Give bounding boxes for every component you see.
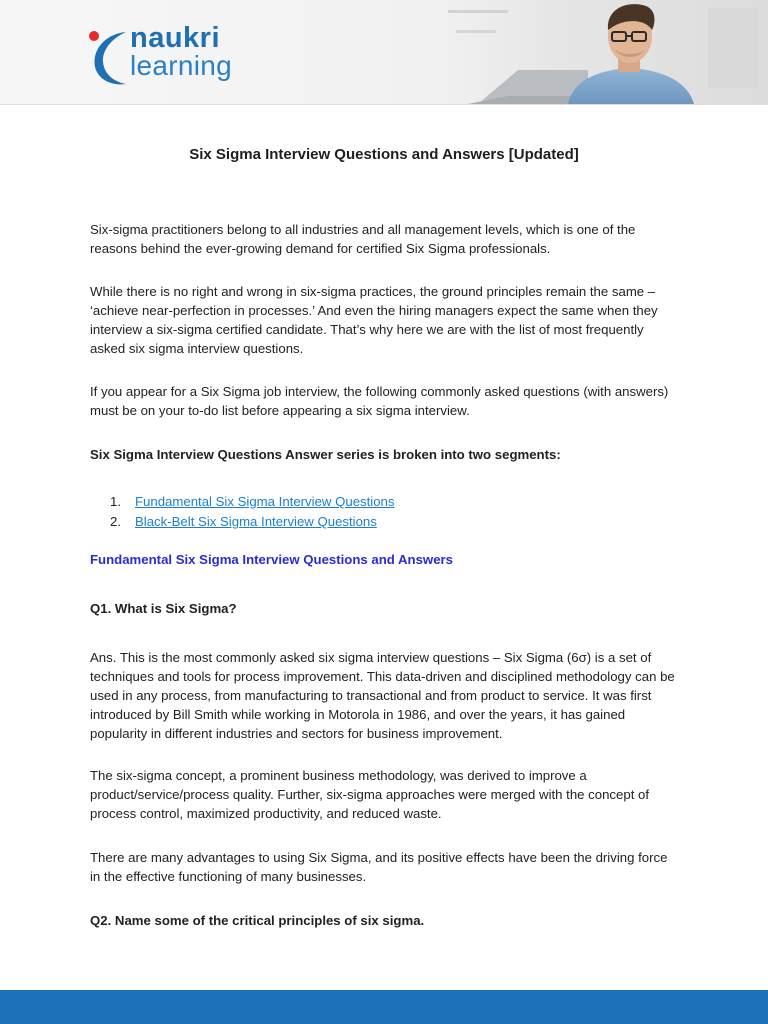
- link-fundamental-questions[interactable]: Fundamental Six Sigma Interview Questions: [135, 494, 395, 509]
- logo-text-naukri: naukri: [130, 22, 221, 54]
- list-item: [110, 492, 394, 512]
- answer-paragraph-2: The six-sigma concept, a prominent business methodology, was derived to improve a product/service/process quality. Further, six-sigma approaches were merged with the concept of process control, maximized productivity, and reduced waste.: [90, 768, 650, 821]
- question-1: Q1. What is Six Sigma?: [90, 601, 237, 616]
- document-title: Six Sigma Interview Questions and Answers [Updated]: [189, 146, 579, 163]
- question-2: Q2. Name some of the critical principles of six sigma.: [90, 913, 425, 928]
- link-black-belt-questions[interactable]: Black-Belt Six Sigma Interview Questions: [135, 514, 377, 529]
- intro-paragraph-1: Six-sigma practitioners belong to all industries and all management levels, which is one of the reasons behind the ever-growing demand for certified Six Sigma professionals.: [90, 222, 636, 256]
- segments-heading: Six Sigma Interview Questions Answer series is broken into two segments:: [90, 447, 561, 462]
- answer-paragraph-1: Ans. This is the most commonly asked six sigma interview questions – Six Sigma (6σ) is a set of techniques and tools for process improvement. This data-driven and disciplined methodology can be used in any process, from manufacturing to transactional and from product to service. It was first introduced by Bill Smith while working in Motorola in 1986, and over the years, it has gained popularity in different industries and sectors for business improvement.: [90, 650, 675, 741]
- page-header: [0, 0, 768, 105]
- list-number: 1.: [110, 494, 121, 509]
- page-footer-bar: [0, 990, 768, 1024]
- answer-paragraph-3: There are many advantages to using Six Sigma, and its positive effects have been the driving force in the effective functioning of many businesses.: [90, 850, 668, 884]
- segments-list: [110, 492, 394, 532]
- list-item: [110, 512, 394, 532]
- intro-paragraph-3: If you appear for a Six Sigma job interview, the following commonly asked questions (with answers) must be on your to-do list before appearing a six sigma interview.: [90, 384, 669, 418]
- header-person-photo: [438, 0, 768, 104]
- list-number: 2.: [110, 514, 121, 529]
- person-illustration-icon: [438, 0, 768, 104]
- section-heading: Fundamental Six Sigma Interview Questions and Answers: [90, 552, 453, 567]
- logo-text-learning: learning: [130, 50, 233, 81]
- intro-paragraph-2: While there is no right and wrong in six-sigma practices, the ground principles remain the same – ‘achieve near-perfection in processes.’ And even the hiring managers expect the same when they interview a six-sigma certified candidate. That’s why here we are with the list of most frequently asked six sigma interview questions.: [90, 284, 658, 356]
- naukri-learning-logo[interactable]: [86, 22, 246, 88]
